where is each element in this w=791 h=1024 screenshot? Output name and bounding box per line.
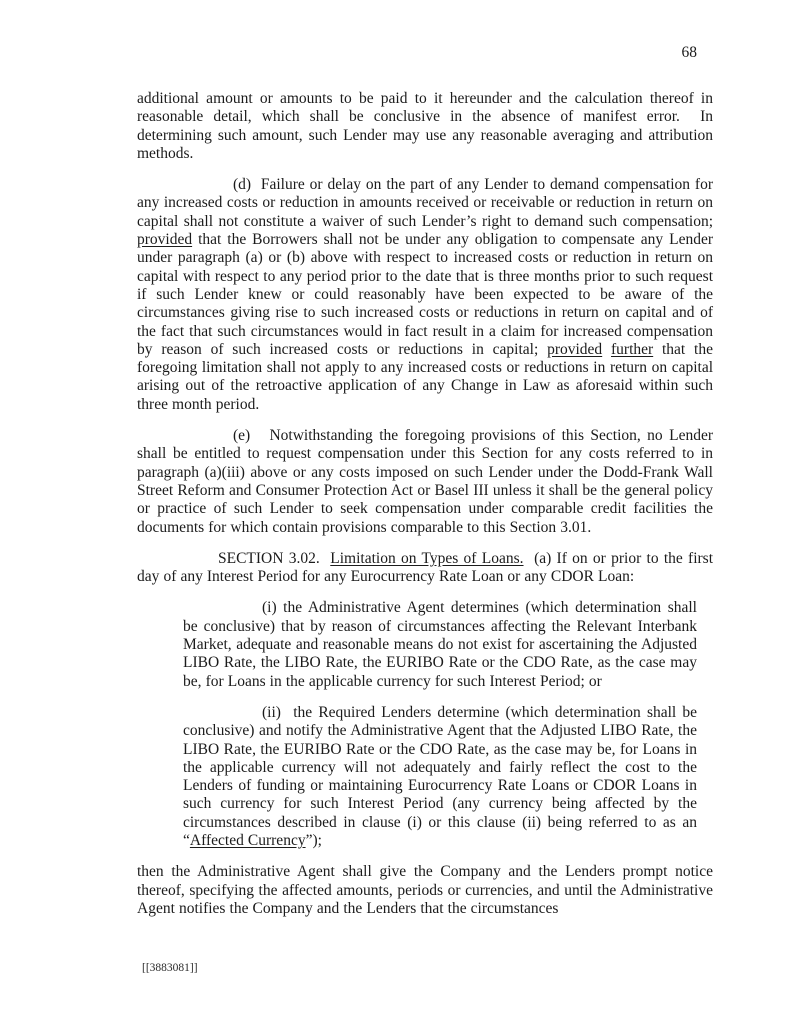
underlined-term: further: [611, 340, 654, 358]
text-run: (i) the Administrative Agent determines (which determination shall be conclusive) that by reason of circumstances affecting the Relevant Interbank Market, adequate and reasonable means do not exist for ascertaining the Adjusted LIBO Rate, the LIBO Rate, the EURIBO Rate or the CDO Rate, as the case may be, for Loans in the applicable currency for such Interest Period; or: [183, 599, 697, 690]
underlined-term: Affected Currency: [189, 831, 306, 849]
para-continuation: [137, 90, 713, 163]
page-number: 68: [681, 44, 697, 61]
underlined-term: provided: [547, 340, 603, 358]
clause-ii: [183, 704, 697, 850]
text-run: (ii) the Required Lenders determine (which determination shall be conclusive) and notify the Administrative Agent that the Adjusted LIBO Rate, the LIBO Rate, the EURIBO Rate or the CDO Rate, as the case may be, for Loans in the applicable currency will not adequately and fairly reflect the cost to the Lenders of funding or maintaining Eurocurrency Rate Loans or CDOR Loans in such currency for such Interest Period (any currency being affected by the circumstances described in clause (i) or this clause (ii) being referred to as an “: [183, 703, 697, 849]
text-run: then the Administrative Agent shall give the Company and the Lenders prompt notice thereof, specifying the affected amounts, periods or currencies, and until the Administrative Agent notifies the Company and the Lenders that the circumstances: [137, 863, 713, 917]
text-run: [602, 341, 611, 358]
text-run: ”);: [305, 831, 322, 849]
para-e: [137, 427, 713, 537]
text-run: (e) Notwithstanding the foregoing provisions of this Section, no Lender shall be entitled to request compensation under this Section for any costs referred to in paragraph (a)(iii) above or any costs imposed on such Lender under the Dodd-Frank Wall Street Reform and Consumer Protection Act or Basel III unless it shall be the general policy or practice of such Lender to seek compensation under comparable credit facilities the documents for which contain provisions comparable to this Section 3.01.: [137, 427, 713, 536]
text-run: (a) If on or prior to the first day of any Interest Period for any Eurocurrency Rate Loan or any CDOR Loan:: [137, 549, 714, 586]
underlined-term: provided: [137, 231, 193, 249]
text-run: that the foregoing limitation shall not apply to any increased costs or reductions in return on capital arising out of the retroactive application of any Change in Law as aforesaid within such three month period.: [137, 340, 713, 413]
para-then: [137, 863, 713, 918]
text-run: (d) Failure or delay on the part of any Lender to demand compensation for any increased costs or reduction in amounts received or receivable or reduction in return on capital shall not constitute a waiver of such Lender’s right to demand such compensation;: [137, 176, 713, 230]
text-run: that the Borrowers shall not be under any obligation to compensate any Lender under paragraph (a) or (b) above with respect to increased costs or reduction in return on capital with respect to any period prior to the date that is three months prior to such request if such Lender knew or could reasonably have been expected to be aware of the circumstances giving rise to such increased costs or reductions in return on capital and of the fact that such circumstances would in fact result in a claim for increased compensation by reason of such increased costs or reductions in capital;: [137, 231, 713, 358]
text-run: SECTION 3.02.: [218, 549, 331, 567]
para-d: [137, 176, 713, 414]
document-body: [137, 90, 713, 918]
document-id-footer: [[3883081]]: [142, 962, 198, 974]
clause-i: [183, 599, 697, 690]
text-run: additional amount or amounts to be paid to it hereunder and the calculation thereof in reasonable detail, which shall be conclusive in the absence of manifest error. In determining such amount, such Lender may use any reasonable averaging and attribution methods.: [137, 90, 713, 162]
underlined-term: Limitation on Types of Loans.: [330, 549, 524, 567]
para-section-3-02: [137, 550, 713, 587]
